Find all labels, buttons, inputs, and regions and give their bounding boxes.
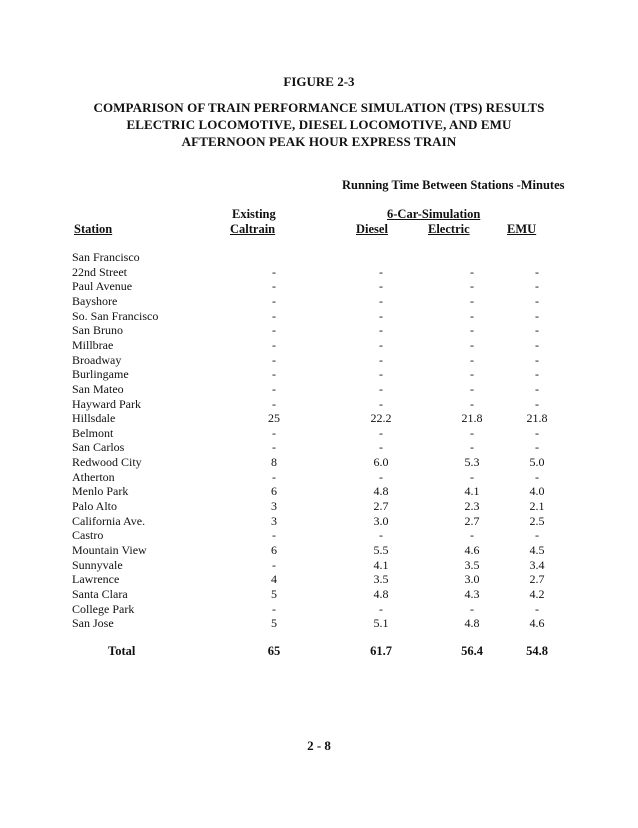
diesel-time: 2.7 bbox=[373, 499, 389, 514]
existing-time: - bbox=[272, 528, 276, 543]
existing-time: - bbox=[272, 293, 276, 308]
existing-time: - bbox=[272, 352, 276, 367]
station-name: Castro bbox=[72, 528, 104, 543]
emu-time: - bbox=[535, 279, 539, 294]
emu-time: - bbox=[535, 396, 539, 411]
station-name: California Ave. bbox=[72, 513, 146, 528]
table-row bbox=[0, 499, 638, 514]
station-name: Atherton bbox=[72, 469, 115, 484]
station-name: Mountain View bbox=[72, 543, 147, 557]
diesel-time: 6.0 bbox=[373, 455, 389, 470]
station-name: Redwood City bbox=[72, 455, 142, 470]
diesel-time: 4.8 bbox=[373, 484, 389, 499]
station-name: So. San Francisco bbox=[72, 308, 159, 323]
diesel-time: - bbox=[379, 469, 383, 484]
table-row bbox=[0, 279, 638, 294]
existing-time: - bbox=[272, 367, 276, 382]
existing-time: 3 bbox=[271, 513, 277, 528]
emu-time: - bbox=[535, 440, 539, 455]
diesel-time: - bbox=[379, 279, 383, 294]
diesel-time: 3.5 bbox=[373, 572, 389, 587]
emu-time: 4.0 bbox=[529, 484, 545, 499]
station-name: College Park bbox=[72, 601, 135, 616]
page-number: 2 - 8 bbox=[307, 738, 331, 753]
diesel-time: 4.1 bbox=[373, 557, 389, 572]
station-name: Lawrence bbox=[72, 572, 120, 587]
figure-label: FIGURE 2-3 bbox=[283, 74, 355, 89]
existing-header: Existing bbox=[232, 207, 276, 221]
existing-time: 6 bbox=[271, 484, 277, 499]
emu-time: 5.0 bbox=[529, 455, 545, 470]
total-emu: 54.8 bbox=[526, 644, 548, 658]
table-row bbox=[0, 587, 638, 602]
station-name: Sunnyvale bbox=[72, 557, 123, 572]
station-name: Paul Avenue bbox=[72, 279, 133, 294]
existing-time: - bbox=[272, 323, 276, 338]
diesel-time: - bbox=[379, 308, 383, 323]
diesel-time: - bbox=[379, 367, 383, 382]
existing-time: - bbox=[272, 337, 276, 352]
existing-time: 3 bbox=[271, 499, 277, 514]
electric-time: - bbox=[470, 323, 474, 338]
station-name: San Francisco bbox=[72, 250, 140, 264]
station-name: Hillsdale bbox=[72, 411, 116, 426]
emu-time: - bbox=[535, 323, 539, 338]
electric-time: 21.8 bbox=[461, 411, 483, 426]
table-row bbox=[0, 484, 638, 499]
diesel-header: Diesel bbox=[356, 222, 388, 236]
table-row bbox=[0, 470, 638, 485]
electric-time: - bbox=[470, 469, 474, 484]
existing-time: 25 bbox=[268, 411, 280, 426]
report-title-line-3: AFTERNOON PEAK HOUR EXPRESS TRAIN bbox=[181, 134, 457, 149]
station-name: San Bruno bbox=[72, 323, 123, 338]
electric-time: 3.0 bbox=[464, 572, 480, 587]
emu-time: 4.5 bbox=[529, 543, 545, 557]
total-electric: 56.4 bbox=[461, 644, 483, 658]
diesel-time: - bbox=[379, 264, 383, 279]
electric-time: 4.8 bbox=[464, 616, 480, 631]
existing-time: - bbox=[272, 601, 276, 616]
emu-header: EMU bbox=[507, 222, 537, 236]
existing-time: - bbox=[272, 308, 276, 323]
emu-time: - bbox=[535, 469, 539, 484]
table-row bbox=[0, 309, 638, 324]
existing-time: - bbox=[272, 557, 276, 572]
table-row bbox=[0, 250, 638, 265]
station-name: Santa Clara bbox=[72, 586, 128, 601]
diesel-time: - bbox=[379, 396, 383, 411]
diesel-time: - bbox=[379, 323, 383, 338]
table-row bbox=[0, 338, 638, 353]
diesel-time: - bbox=[379, 337, 383, 352]
electric-time: - bbox=[470, 440, 474, 455]
electric-time: - bbox=[470, 352, 474, 367]
electric-time: - bbox=[470, 367, 474, 382]
emu-time: 4.2 bbox=[529, 586, 545, 601]
table-row bbox=[0, 514, 638, 529]
existing-time: 5 bbox=[271, 616, 277, 631]
emu-time: - bbox=[535, 308, 539, 323]
station-name: Millbrae bbox=[72, 337, 114, 352]
diesel-time: - bbox=[379, 352, 383, 367]
electric-time: 4.1 bbox=[464, 484, 480, 499]
electric-time: - bbox=[470, 293, 474, 308]
table-row bbox=[0, 411, 638, 426]
electric-time: - bbox=[470, 264, 474, 279]
emu-time: - bbox=[535, 381, 539, 396]
running-time-header: Running Time Between Stations -Minutes bbox=[342, 178, 565, 192]
station-name: Hayward Park bbox=[72, 396, 141, 411]
table-row bbox=[0, 440, 638, 455]
emu-time: 4.6 bbox=[529, 616, 545, 631]
emu-time: - bbox=[535, 293, 539, 308]
table-row bbox=[0, 616, 638, 631]
station-name: San Jose bbox=[72, 616, 114, 631]
simulation-header: 6-Car-Simulation bbox=[387, 207, 481, 221]
electric-time: - bbox=[470, 308, 474, 323]
table-row bbox=[0, 543, 638, 558]
emu-time: 3.4 bbox=[529, 557, 545, 572]
existing-time: - bbox=[272, 440, 276, 455]
existing-time: 5 bbox=[271, 586, 277, 601]
diesel-time: - bbox=[379, 601, 383, 616]
total-label: Total bbox=[108, 644, 136, 658]
table-row bbox=[0, 323, 638, 338]
table-row bbox=[0, 265, 638, 280]
table-row bbox=[0, 455, 638, 470]
existing-time: - bbox=[272, 425, 276, 440]
table-row bbox=[0, 367, 638, 382]
station-header: Station bbox=[74, 222, 113, 236]
table-row bbox=[0, 294, 638, 309]
report-title-line-1: COMPARISON OF TRAIN PERFORMANCE SIMULATION (TPS) RESULTS bbox=[93, 100, 545, 115]
existing-time: 6 bbox=[271, 543, 277, 557]
emu-time: - bbox=[535, 367, 539, 382]
existing-time: 4 bbox=[271, 572, 277, 587]
diesel-time: 22.2 bbox=[370, 411, 392, 426]
electric-time: - bbox=[470, 528, 474, 543]
existing-time: - bbox=[272, 279, 276, 294]
electric-header: Electric bbox=[428, 222, 470, 236]
station-name: Belmont bbox=[72, 425, 114, 440]
electric-time: 2.7 bbox=[464, 513, 480, 528]
table-row bbox=[0, 382, 638, 397]
diesel-time: 4.8 bbox=[373, 586, 389, 601]
station-name: Burlingame bbox=[72, 367, 129, 382]
existing-time: - bbox=[272, 381, 276, 396]
caltrain-header: Caltrain bbox=[230, 222, 276, 236]
electric-time: 2.3 bbox=[464, 499, 480, 514]
table-row bbox=[0, 558, 638, 573]
emu-time: - bbox=[535, 352, 539, 367]
emu-time: - bbox=[535, 601, 539, 616]
station-name: San Mateo bbox=[72, 381, 124, 396]
total-diesel: 61.7 bbox=[370, 644, 392, 658]
emu-time: - bbox=[535, 264, 539, 279]
table-row bbox=[0, 353, 638, 368]
table-row bbox=[0, 528, 638, 543]
existing-time: - bbox=[272, 264, 276, 279]
emu-time: - bbox=[535, 425, 539, 440]
electric-time: - bbox=[470, 601, 474, 616]
station-name: Menlo Park bbox=[72, 484, 129, 499]
diesel-time: 5.1 bbox=[373, 616, 389, 631]
station-name: 22nd Street bbox=[72, 264, 127, 279]
station-name: Broadway bbox=[72, 352, 122, 367]
table-row bbox=[0, 572, 638, 587]
emu-time: 2.7 bbox=[529, 572, 545, 587]
diesel-time: - bbox=[379, 425, 383, 440]
diesel-time: 5.5 bbox=[373, 543, 389, 557]
electric-time: 4.6 bbox=[464, 543, 480, 557]
table-row bbox=[0, 397, 638, 412]
electric-time: - bbox=[470, 279, 474, 294]
station-name: Bayshore bbox=[72, 293, 118, 308]
diesel-time: 3.0 bbox=[373, 513, 389, 528]
emu-time: 21.8 bbox=[526, 411, 548, 426]
table-row bbox=[0, 426, 638, 441]
emu-time: 2.5 bbox=[529, 513, 545, 528]
report-title-line-2: ELECTRIC LOCOMOTIVE, DIESEL LOCOMOTIVE, AND EMU bbox=[126, 117, 512, 132]
emu-time: - bbox=[535, 337, 539, 352]
electric-time: - bbox=[470, 425, 474, 440]
diesel-time: - bbox=[379, 528, 383, 543]
electric-time: 5.3 bbox=[464, 455, 480, 470]
electric-time: 3.5 bbox=[464, 557, 480, 572]
emu-time: 2.1 bbox=[529, 499, 545, 514]
diesel-time: - bbox=[379, 293, 383, 308]
electric-time: - bbox=[470, 337, 474, 352]
station-name: Palo Alto bbox=[72, 499, 118, 514]
total-existing: 65 bbox=[267, 644, 281, 658]
table-row bbox=[0, 602, 638, 617]
electric-time: - bbox=[470, 381, 474, 396]
existing-time: 8 bbox=[271, 455, 277, 470]
emu-time: - bbox=[535, 528, 539, 543]
station-name: San Carlos bbox=[72, 440, 125, 455]
diesel-time: - bbox=[379, 381, 383, 396]
electric-time: - bbox=[470, 396, 474, 411]
existing-time: - bbox=[272, 396, 276, 411]
existing-time: - bbox=[272, 469, 276, 484]
diesel-time: - bbox=[379, 440, 383, 455]
electric-time: 4.3 bbox=[464, 586, 480, 601]
